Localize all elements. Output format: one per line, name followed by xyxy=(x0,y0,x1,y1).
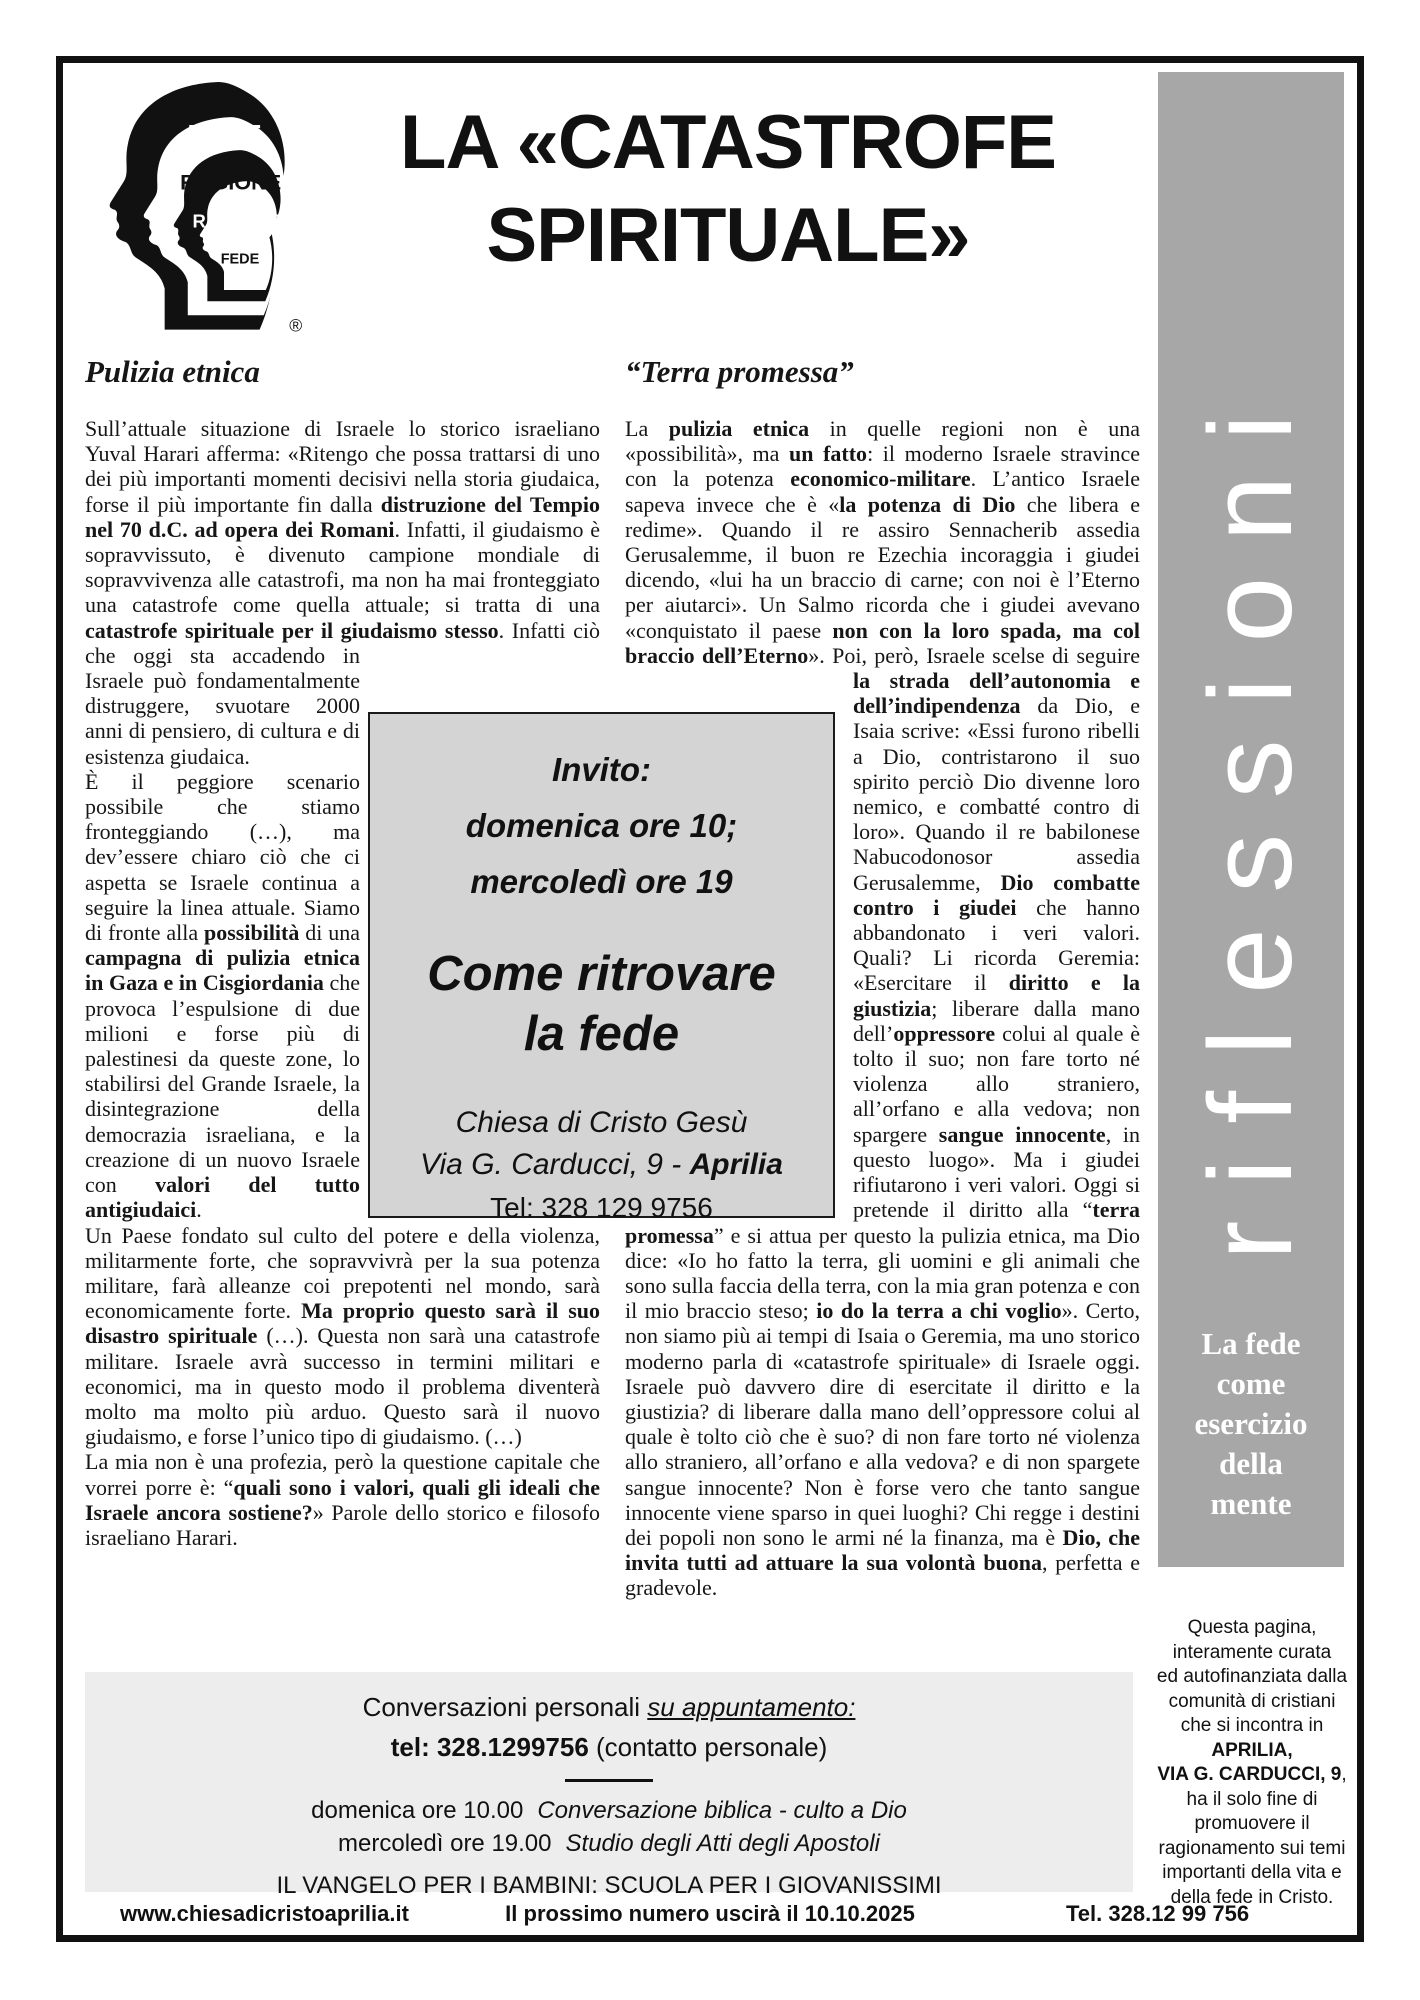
church-name-and-address xyxy=(370,1102,833,1186)
conversations-phone: tel: 328.1299756 (contatto personale) xyxy=(390,1732,828,1762)
logo-label-fede-inner: FEDE xyxy=(220,251,260,268)
invito-time-sunday: domenica ore 10; xyxy=(465,807,738,844)
section-heading-terra-promessa: “Terra promessa” xyxy=(625,354,854,389)
invito-phone: Tel: 328 129 9756 xyxy=(490,1192,713,1223)
left-paragraph-1: Sull’attuale situazione di Israele lo storico israeliano Yuval Harari afferma: «Ritengo che possa trattarsi di uno dei più importanti momenti decisivi nella storia giudaica, forse il più importante fin dalla distruzione del Tempio nel 70 d.C. ad opera dei Romani. Infatti, il giudaismo è sopravvissuto, è divenuto campione mondiale di sopravvivenza alle catastrofi, ma non ha mai fronteggiato una catastrofe come quella attuale; si tratta di una catastrofe spirituale per il giudaismo stesso. Infatti ciò che oggi sta accadendo in Israele può fondamentalmente distruggere, svuotare 2000 anni di pensiero, di cultura e di esistenza giudaica. xyxy=(85,416,600,769)
conversations-box xyxy=(85,1672,1133,1899)
footer-next-issue: Il prossimo numero uscirà il 10.10.2025 xyxy=(505,1901,915,1926)
sidebar-tagline: La fede come esercizio della mente xyxy=(1194,1326,1308,1521)
footer-phone: Tel. 328.12 99 756 xyxy=(1066,1901,1250,1926)
left-paragraph-4: La mia non è una profezia, però la questione capitale che vorrei porre è: “quali sono i valori, quali gli ideali che Israele ancora sostiene?» Parole dello storico e filosofo israeliano Harari. xyxy=(85,1449,600,1550)
sidebar-vertical-title: riflessioni xyxy=(1185,378,1317,1261)
logo-label-fede-outer: FEDE xyxy=(187,118,262,150)
fede-ragione-logo xyxy=(88,82,328,340)
riflessioni-sidebar xyxy=(1158,72,1344,1567)
nested-profiles-logo-graphic xyxy=(88,82,328,340)
invito-title: Come ritrovare la fede xyxy=(427,947,776,1061)
registered-mark: ® xyxy=(289,315,303,336)
conversations-heading: Conversazioni personali su appuntamento: xyxy=(362,1692,856,1722)
page-title-line1: LA «CATASTROFE xyxy=(400,100,1056,185)
logo-label-ragione-1: RAGIONE xyxy=(180,169,282,195)
footer-website: www.chiesadicristoaprilia.it xyxy=(120,1901,409,1926)
page-title-line2: SPIRITUALE» xyxy=(486,193,970,278)
schedule-sunday: domenica ore 10.00 Conversazione biblica - culto a Dio xyxy=(311,1797,907,1824)
left-paragraph-2: È il peggiore scenario possibile che stiamo fronteggiando (…), ma dev’essere chiaro ciò che ci aspetta se Israele continua a seguire la linea attuale. Siamo di fronte alla possibilità di una campagna di pulizia etnica in Gaza e in Cisgiordania che provoca l’espulsione di due milioni e forse più di palestinesi da queste zone, lo stabilirsi del Grande Israele, la disintegrazione della democrazia israeliana, e la creazione di un nuovo Israele con valori del tutto antigiudaici. xyxy=(85,768,361,1223)
right-paragraph-1: La pulizia etnica in quelle regioni non è una «possibilità», ma un fatto: il moderno Israele stravince con la potenza economico-militare. L’antico Israele sapeva invece che è «la potenza di Dio che libera e redime». Quando il re assiro Sennacherib assedia Gerusalemme, il buon re Ezechia incoraggia i giudei dicendo, «lui ha un braccio di carne; con noi è l’Eterno per aiutarci». Un Salmo ricorda che i giudei avevano «conquistato il paese non con la loro spada, ma col braccio dell’Eterno». Poi, però, Israele scelse di seguire la strada dell’autonomia e dell’indipendenza da Dio, e Isaia scrive: «Essi furono ribelli a Dio, contristarono il suo spirito perciò Dio divenne loro nemico, e combatté contro di loro». Quando il re babilonese Nabucodonosor assedia Gerusalemme, Dio combatte contro i giudei che hanno abbandonato i veri valori. Quali? Li ricorda Geremia: «Esercitare il diritto e la giustizia; liberare dalla mano dell’oppressore colui al quale è tolto il suo; non fare torto né violenza allo straniero, all’orfano e alla vedova; non spargere sangue innocente, in questo luogo». Ma i giudei rifiutarono i veri valori. Oggi si pretende il diritto alla “terra promessa” e si attua per questo la pulizia etnica, ma Dio dice: «Io ho fatto la terra, gli uomini e gli animali che sono sulla faccia della terra, con la mia gran potenza e con il mio braccio steso; io do la terra a chi voglio». Certo, non siamo più ai tempi di Isaia o Geremia, ma uno storico moderno parla di «catastrofe spirituale» di Israele oggi. Israele può davvero dire di esercitate il diritto e la giustizia? di liberare dalla mano dell’oppressore colui al quale è tolto ciò che è suo? di non fare torto né violenza allo straniero, all’orfano e alla vedova? e di non spargete sangue innocente? Non è forse vero che tanto sangue innocente viene sparso in quei luoghi? Chi regge i destini dei popoli non sono le armi né la finanza, ma è Dio, che invita tutti ad attuare la sua volontà buona, perfetta e gradevole. xyxy=(625,416,1141,1601)
schedule-wednesday: mercoledì ore 19.00 Studio degli Atti degli Apostoli xyxy=(338,1830,880,1857)
invito-label: Invito: xyxy=(552,751,651,788)
left-paragraph-3: Un Paese fondato sul culto del potere e della violenza, militarmente forte, che sopravvivrà per la sua potenza militare, farà alleanze coi prepotenti nel mondo, sarà economicamente forte. Ma proprio questo sarà il suo disastro spirituale (…). Questa non sarà una catastrofe militare. Israele avrà successo in termini militari e economici, ma in questo modo il problema diventerà molto ma molto più arduo. Questo sarà il nuovo giudaismo, e forse l’unico tipo di giudaismo. (…) xyxy=(85,1222,601,1450)
divider-rule xyxy=(565,1779,653,1782)
church-name: Chiesa di Cristo Gesù xyxy=(455,1106,748,1139)
kids-gospel-line: IL VANGELO PER I BAMBINI: SCUOLA PER I GIOVANISSIMI xyxy=(276,1872,942,1899)
section-heading-pulizia-etnica: Pulizia etnica xyxy=(85,354,260,389)
invito-box xyxy=(368,712,835,1223)
church-address: Via G. Carducci, 9 - Aprilia xyxy=(420,1148,783,1181)
church-city: Aprilia xyxy=(689,1148,783,1181)
page-title xyxy=(318,96,1138,282)
invito-time-wednesday: mercoledì ore 19 xyxy=(470,863,733,900)
self-funding-note: Questa pagina, interamente curata ed autofinanziata dalla comunità di cristiani che si incontra in APRILIA, VIA G. CARDUCCI, 9, ha il solo fine di promuovere il ragionamento sui temi importanti della vita e della fede in Cristo. xyxy=(1156,1617,1348,1908)
logo-label-ragione-2: RAGIONE xyxy=(192,210,280,232)
